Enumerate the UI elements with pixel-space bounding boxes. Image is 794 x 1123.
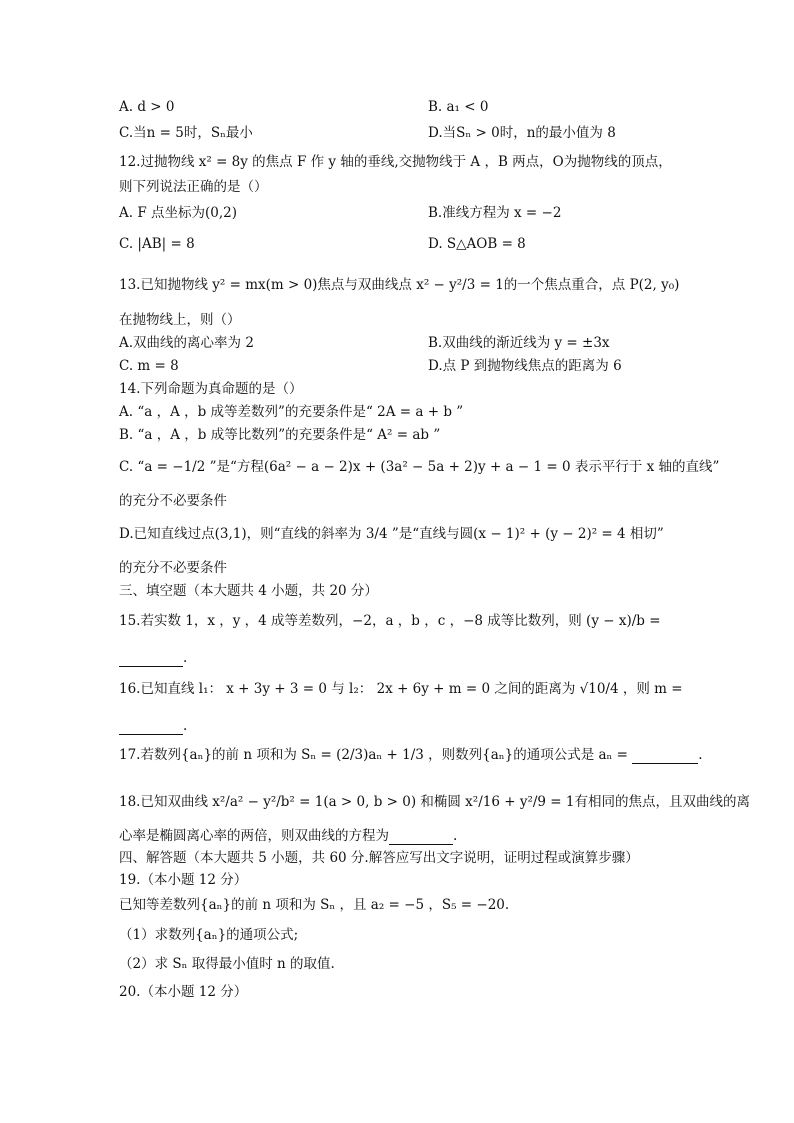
section-3-heading: 三、填空题（本大题共 4 小题，共 20 分） xyxy=(119,583,378,599)
q18-line1: 18.已知双曲线 x²/a² − y²/b² = 1(a > 0, b > 0) 和椭圆 x²/16 + y²/9 = 1有相同的焦点，且双曲线的离 xyxy=(119,794,750,810)
q17-stem: 17.若数列{aₙ}的前 n 项和为 Sₙ = (2/3)aₙ + 1/3 ，则数列{aₙ}的通项公式是 aₙ = xyxy=(119,747,628,763)
q19-part2: （2）求 Sₙ 取得最小值时 n 的取值. xyxy=(119,956,335,972)
q11-option-a: A. d > 0 xyxy=(119,99,175,115)
q18-stem-line2: 心率是椭圆离心率的两倍，则双曲线的方程为 xyxy=(119,828,389,844)
q12-option-a: A. F 点坐标为(0,2) xyxy=(119,205,237,221)
section-4-heading: 四、解答题（本大题共 5 小题，共 60 分.解答应写出文字说明，证明过程或演算步骤） xyxy=(119,850,639,866)
q14-option-b: B. “a ，A ，b 成等比数列”的充要条件是“ A² = ab ” xyxy=(119,427,441,443)
q15-answer-blank[interactable]: . xyxy=(119,648,187,667)
q18-line2: 心率是椭圆离心率的两倍，则双曲线的方程为 . xyxy=(119,828,458,844)
q14-stem: 14.下列命题为真命题的是（） xyxy=(119,381,303,397)
q14-option-c-cont: 的充分不必要条件 xyxy=(119,493,227,509)
q11-option-c: C.当n = 5时，Sₙ最小 xyxy=(119,125,253,141)
q13-stem-line1: 13.已知抛物线 y² = mx(m > 0)焦点与双曲线点 x² − y²/3 = 1的一个焦点重合，点 P(2, y₀) xyxy=(119,277,680,293)
q12-option-c: C. |AB| = 8 xyxy=(119,236,195,252)
q16-answer-blank[interactable]: . xyxy=(119,716,187,735)
q13-option-a: A.双曲线的离心率为 2 xyxy=(119,335,254,351)
q13-option-c: C. m = 8 xyxy=(119,358,179,374)
q14-option-d-cont: 的充分不必要条件 xyxy=(119,560,227,576)
q14-option-d: D.已知直线过点(3,1)，则“直线的斜率为 3/4 ”是“直线与圆(x − 1)² + (y − 2)² = 4 相切” xyxy=(119,526,664,542)
q12-option-d: D. S△AOB = 8 xyxy=(428,236,526,252)
q17-answer-blank[interactable] xyxy=(632,745,698,764)
q19-heading: 19.（本小题 12 分） xyxy=(119,872,248,888)
q19-part1: （1）求数列{aₙ}的通项公式; xyxy=(119,927,299,943)
q18-answer-blank[interactable] xyxy=(389,826,453,845)
q15-text: 15.若实数 1，x ，y ，4 成等差数列，−2，a ，b ，c ，−8 成等比数列，则 (y − x)/b = xyxy=(119,613,661,629)
q12-stem-line2: 则下列说法正确的是（） xyxy=(119,179,268,195)
q13-stem-line2: 在抛物线上，则（） xyxy=(119,312,241,328)
q11-option-b: B. a₁ < 0 xyxy=(428,99,489,115)
q12-stem-line1: 12.过抛物线 x² = 8y 的焦点 F 作 y 轴的垂线,交抛物线于 A ，B 两点，O为抛物线的顶点， xyxy=(119,154,672,170)
q13-option-b: B.双曲线的渐近线为 y = ±3x xyxy=(428,335,610,351)
q14-option-c: C. “a = −1/2 ”是“方程(6a² − a − 2)x + (3a² − 5a + 2)y + a − 1 = 0 表示平行于 x 轴的直线” xyxy=(119,459,720,475)
q13-option-d: D.点 P 到抛物线焦点的距离为 6 xyxy=(428,358,622,374)
q11-option-d: D.当Sₙ > 0时，n的最小值为 8 xyxy=(428,125,616,141)
q16-text: 16.已知直线 l₁： x + 3y + 3 = 0 与 l₂： 2x + 6y + m = 0 之间的距离为 √10/4 ，则 m = xyxy=(119,681,683,697)
q14-option-a: A. “a ，A ，b 成等差数列”的充要条件是“ 2A = a + b ” xyxy=(119,404,464,420)
q12-option-b: B.准线方程为 x = −2 xyxy=(428,205,562,221)
q17-text: 17.若数列{aₙ}的前 n 项和为 Sₙ = (2/3)aₙ + 1/3 ，则数列{aₙ}的通项公式是 aₙ = . xyxy=(119,747,703,763)
q20-heading: 20.（本小题 12 分） xyxy=(119,984,248,1000)
q19-stem: 已知等差数列{aₙ}的前 n 项和为 Sₙ ，且 a₂ = −5 ，S₅ = −20. xyxy=(119,897,510,913)
